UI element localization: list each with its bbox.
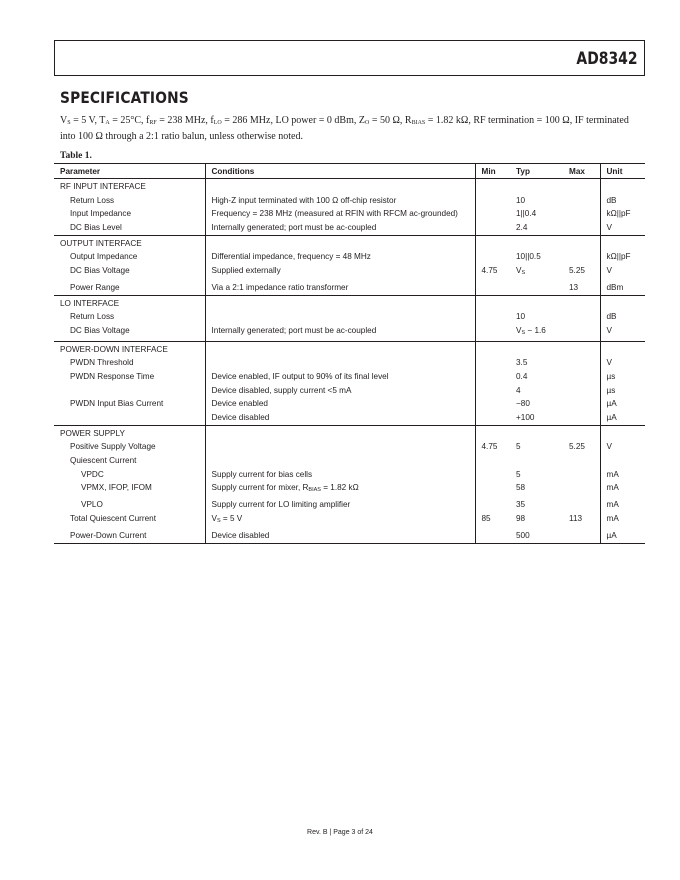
cell-conditions: Supply current for LO limiting amplifier (205, 498, 475, 512)
cell-parameter (54, 384, 205, 398)
cell-parameter: DC Bias Voltage (54, 324, 205, 341)
cell-parameter: DC Bias Level (54, 221, 205, 235)
cell-unit: V (600, 440, 645, 454)
cell-unit: kΩ||pF (600, 250, 645, 264)
header-min: Min (475, 164, 510, 179)
cell-min: 4.75 (475, 440, 510, 454)
cell-parameter: POWER-DOWN INTERFACE (60, 344, 168, 354)
cell-max (563, 235, 600, 250)
cell-parameter: VPMX, IFOP, IFOM (81, 483, 152, 493)
cell-unit: dBm (600, 281, 645, 295)
table-section-row (54, 295, 645, 310)
cell-max: 113 (569, 513, 583, 523)
cell-conditions (205, 310, 475, 324)
cell-typ: 500 (510, 529, 563, 544)
cell-parameter: POWER SUPPLY (60, 428, 125, 438)
cell-min (475, 384, 510, 398)
table-row (54, 481, 645, 498)
cell-min (475, 454, 510, 468)
cell-conditions: Via a 2:1 impedance ratio transformer (205, 281, 475, 295)
cell-typ: 2.4 (510, 221, 563, 235)
cell-typ (510, 281, 563, 295)
cell-typ: 98 (516, 513, 526, 523)
cell-unit: dB (600, 194, 645, 208)
cell-parameter: Power Range (54, 281, 205, 295)
cell-min (475, 207, 510, 221)
cell-min: 4.75 (475, 264, 510, 281)
cell-unit: mA (600, 512, 645, 529)
cell-min (475, 281, 510, 295)
cell-typ: 5 (516, 469, 521, 479)
cell-max (563, 397, 600, 411)
table-row (54, 512, 645, 529)
table-row (54, 440, 645, 454)
table-section-row (54, 425, 645, 440)
table-section-row (54, 179, 645, 194)
cell-conditions (205, 440, 475, 454)
table-header-row (54, 164, 645, 179)
cell-parameter: DC Bias Voltage (70, 266, 130, 276)
cell-conditions: Device disabled (205, 411, 475, 425)
table-row (54, 250, 645, 264)
cell-typ: 35 (516, 500, 526, 510)
cell-min (475, 529, 510, 544)
cell-unit (600, 454, 645, 468)
cell-typ: 5 (516, 442, 521, 452)
cell-unit (600, 235, 645, 250)
cell-conditions: Internally generated; port must be ac-coupled (205, 324, 475, 341)
table-row (54, 310, 645, 324)
cell-max (563, 481, 600, 498)
cell-min (475, 481, 510, 498)
cell-max: 5.25 (569, 266, 585, 276)
cell-min (475, 498, 510, 512)
cell-min (475, 468, 510, 482)
cell-typ: 3.5 (516, 358, 528, 368)
cell-parameter: PWDN Threshold (70, 358, 134, 368)
table-caption: Table 1. (60, 151, 92, 161)
header-unit: Unit (600, 164, 645, 179)
cell-unit: V (600, 324, 645, 341)
table-row (54, 324, 645, 341)
cell-min (475, 324, 510, 341)
cell-typ: 10 (516, 195, 526, 205)
cell-parameter: OUTPUT INTERFACE (60, 238, 142, 248)
cell-conditions: High-Z input terminated with 100 Ω off-chip resistor (205, 194, 475, 208)
cell-unit: V (600, 264, 645, 281)
table-row (54, 384, 645, 398)
section-title: SPECIFICATIONS (60, 88, 189, 107)
cell-typ: 58 (516, 483, 526, 493)
cell-conditions: Device enabled, IF output to 90% of its final level (205, 370, 475, 384)
cell-conditions (205, 425, 475, 440)
cell-conditions: Supplied externally (205, 264, 475, 281)
cell-parameter: Power-Down Current (54, 529, 205, 544)
table-row (54, 194, 645, 208)
cell-max: 5.25 (569, 442, 585, 452)
cell-parameter: Return Loss (70, 312, 115, 322)
cell-min (475, 194, 510, 208)
cell-typ: 1||0.4 (516, 209, 537, 219)
cell-conditions: Frequency = 238 MHz (measured at RFIN with RFCM ac-grounded) (205, 207, 475, 221)
cell-max (563, 194, 600, 208)
cell-typ: 0.4 (516, 371, 528, 381)
cell-min (475, 356, 510, 370)
cell-min: 85 (475, 512, 510, 529)
cell-parameter: Output Impedance (70, 252, 138, 262)
cell-max (563, 356, 600, 370)
table-section-row (54, 235, 645, 250)
specifications-table (54, 163, 645, 544)
table-section-row (54, 341, 645, 356)
cell-parameter: Input Impedance (70, 209, 131, 219)
cell-conditions (205, 179, 475, 194)
table-row (54, 454, 645, 468)
cell-parameter: VPLO (81, 500, 103, 510)
cell-typ: −80 (516, 399, 530, 409)
cell-conditions: Differential impedance, frequency = 48 MHz (205, 250, 475, 264)
cell-unit: mA (600, 498, 645, 512)
table-row (54, 221, 645, 235)
cell-min (475, 411, 510, 425)
cell-unit: V (600, 221, 645, 235)
cell-unit: dB (600, 310, 645, 324)
cell-typ: 4 (516, 385, 521, 395)
cell-unit: µA (600, 411, 645, 425)
cell-typ: 10 (516, 312, 526, 322)
cell-conditions: Device enabled (205, 397, 475, 411)
cell-min (475, 250, 510, 264)
cell-conditions: $V_S = 5$ V (205, 512, 475, 529)
table-body (54, 179, 645, 544)
cell-typ (510, 454, 563, 468)
table-row (54, 207, 645, 221)
cell-min (475, 295, 510, 310)
cell-parameter: LO INTERFACE (60, 298, 120, 308)
test-conditions-text: $V_S = 5$ V, $T_A = 25^\circ C$, $f_{RF} = 238$ MHz, $f_{LO} = 286$ MHz, LO power = 0 dBm, $Z_O = 50$ Ω, $R_{BIAS} = 1.82$ kΩ, RF termination = 100 Ω, IF terminated into 100 Ω through a 2:1 ratio balun, unless otherwise noted. (60, 115, 629, 142)
cell-max (563, 207, 600, 221)
cell-unit: mA (600, 468, 645, 482)
cell-max (563, 411, 600, 425)
table-row (54, 498, 645, 512)
cell-unit: µs (600, 384, 645, 398)
header-max: Max (563, 164, 600, 179)
cell-min (475, 425, 510, 440)
cell-max (563, 425, 600, 440)
cell-max (563, 295, 600, 310)
cell-parameter: RF INPUT INTERFACE (60, 182, 146, 191)
cell-unit (600, 341, 645, 356)
cell-conditions (205, 235, 475, 250)
table-row (54, 281, 645, 295)
header-typ: Typ (510, 164, 563, 179)
cell-max (563, 341, 600, 356)
cell-max (563, 370, 600, 384)
table-row (54, 356, 645, 370)
cell-typ (510, 235, 563, 250)
cell-conditions (205, 454, 475, 468)
cell-min (475, 397, 510, 411)
part-number: AD8342 (576, 49, 638, 69)
table-row (54, 529, 645, 544)
cell-typ: $V_S - 1.6$ (510, 324, 563, 341)
cell-typ: +100 (510, 411, 563, 425)
cell-max (563, 384, 600, 398)
cell-conditions (205, 356, 475, 370)
cell-parameter: PWDN Response Time (70, 371, 155, 381)
table-row (54, 397, 645, 411)
cell-unit (600, 425, 645, 440)
cell-max (563, 498, 600, 512)
page-footer: Rev. B | Page 3 of 24 (307, 829, 373, 836)
cell-unit: mA (600, 481, 645, 498)
cell-parameter: Total Quiescent Current (70, 513, 157, 523)
cell-unit (600, 295, 645, 310)
cell-typ (510, 341, 563, 356)
table-row (54, 468, 645, 482)
cell-typ (510, 425, 563, 440)
cell-typ (510, 295, 563, 310)
cell-typ: 10||0.5 (516, 252, 541, 262)
cell-max (563, 468, 600, 482)
cell-max (563, 324, 600, 341)
page-header (54, 40, 645, 76)
cell-max (563, 221, 600, 235)
cell-conditions: Internally generated; port must be ac-coupled (205, 221, 475, 235)
cell-max (563, 310, 600, 324)
cell-conditions: Supply current for bias cells (205, 468, 475, 482)
cell-conditions: Supply current for mixer, $R_{BIAS} = 1.82$ kΩ (205, 481, 475, 498)
cell-conditions (205, 341, 475, 356)
cell-max (563, 179, 600, 194)
cell-parameter: Positive Supply Voltage (70, 442, 156, 452)
cell-max (563, 250, 600, 264)
cell-max (563, 529, 600, 544)
cell-min (475, 310, 510, 324)
cell-min (475, 179, 510, 194)
cell-conditions: Device disabled, supply current <5 mA (205, 384, 475, 398)
cell-unit: µs (600, 370, 645, 384)
cell-unit (600, 179, 645, 194)
table-row (54, 370, 645, 384)
header-parameter: Parameter (54, 164, 205, 179)
cell-typ (510, 179, 563, 194)
cell-max: 13 (563, 281, 600, 295)
table-row (54, 411, 645, 425)
cell-min (475, 370, 510, 384)
table-row (54, 264, 645, 281)
cell-unit: µA (600, 397, 645, 411)
cell-conditions (205, 295, 475, 310)
header-conditions: Conditions (205, 164, 475, 179)
cell-parameter: Return Loss (70, 195, 115, 205)
cell-unit: kΩ||pF (600, 207, 645, 221)
cell-unit: V (600, 356, 645, 370)
cell-min (475, 235, 510, 250)
cell-max (563, 454, 600, 468)
cell-min (475, 221, 510, 235)
cell-unit: µA (600, 529, 645, 544)
cell-parameter (54, 411, 205, 425)
cell-typ: $V_S$ (516, 266, 526, 277)
cell-min (475, 341, 510, 356)
cell-conditions: Device disabled (205, 529, 475, 544)
cell-parameter: Quiescent Current (70, 456, 137, 466)
cell-parameter: VPDC (81, 469, 104, 479)
cell-parameter: PWDN Input Bias Current (70, 399, 164, 409)
